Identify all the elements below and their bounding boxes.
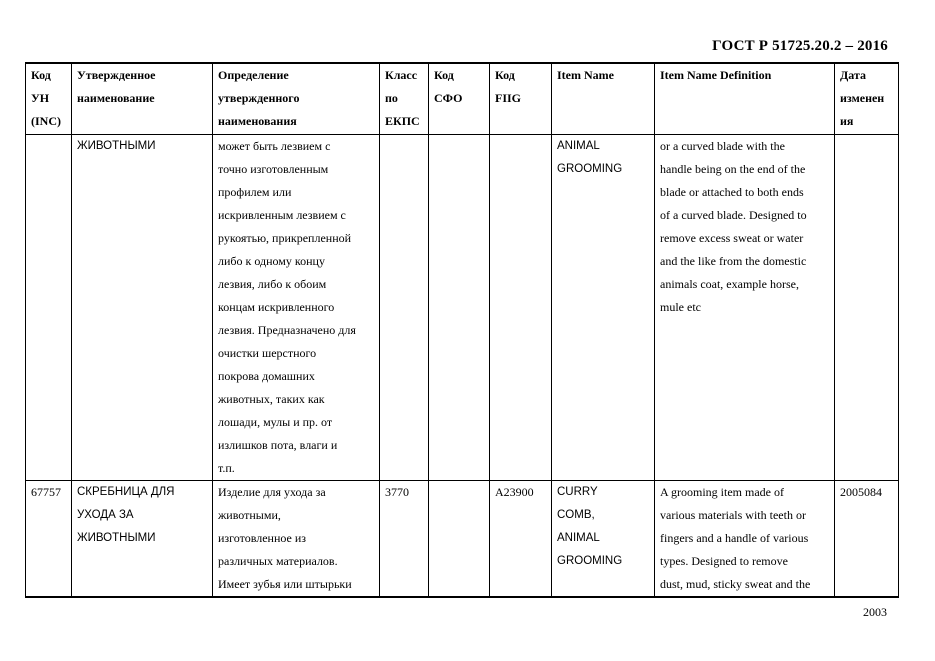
cell-item-name [552,481,655,598]
cell-line: GROOMING [557,555,623,567]
cell-line: Имеет зубья или штырьки [218,577,352,591]
page-number: 2003 [863,605,887,619]
cell-line: изготовленное из [218,531,307,545]
cell-line: fingers and a handle of various [660,531,809,545]
cell-line: изменен [840,91,885,105]
cell-line: Определение [218,68,289,82]
cell-line: Код [31,68,51,82]
cell-line: Код [495,68,515,82]
cell-line: наименование [77,91,155,105]
cell-class [380,135,429,481]
cell-line: handle being on the end of the [660,162,806,176]
cell-line: по [385,91,398,105]
cell-line: remove excess sweat or water [660,231,804,245]
cell-line: various materials with teeth or [660,508,806,522]
header-sfo [429,63,490,135]
cell-line: CURRY [557,486,598,498]
cell-line: ANIMAL [557,532,600,544]
cell-sfo [429,481,490,598]
cell-line: либо к одному концу [218,254,325,268]
cell-line: СФО [434,91,463,105]
cell-line: очистки шерстного [218,346,317,360]
cell-line: Класс [385,68,418,82]
cell-line: 3770 [385,485,409,499]
cell-line: Item Name Definition [660,68,772,82]
cell-line: (INC) [31,114,61,128]
header-item-definition [655,63,835,135]
cell-fiig [490,135,552,481]
cell-line: рукоятью, прикрепленной [218,231,352,245]
cell-name [72,135,213,481]
cell-line: животных, таких как [218,392,325,406]
cell-line: types. Designed to remove [660,554,788,568]
cell-line: A grooming item made of [660,485,784,499]
cell-line: наименования [218,114,297,128]
cell-line: концам искривленного [218,300,335,314]
cell-line: Изделие для ухода за [218,485,326,499]
cell-line: ЖИВОТНЫМИ [77,532,156,544]
header-class [380,63,429,135]
header-fiig [490,63,552,135]
cell-line: COMB, [557,509,595,521]
cell-item-definition [655,481,835,598]
table-header-row [26,63,899,135]
table-row [26,481,899,598]
cell-line: точно изготовленным [218,162,329,176]
cell-inc [26,481,72,598]
cell-line: Утвержденное [77,68,156,82]
cell-fiig [490,481,552,598]
cell-line: УХОДА ЗА [77,509,134,521]
cell-class [380,481,429,598]
cell-line: Код [434,68,454,82]
cell-line: mule etc [660,300,701,314]
cell-line: animals coat, example horse, [660,277,799,291]
header-approved-name [72,63,213,135]
header-date [835,63,899,135]
cell-line: and the like from the domestic [660,254,807,268]
cell-line: лезвия, либо к обоим [218,277,327,291]
cell-line: УН [31,91,50,105]
cell-line: искривленным лезвием с [218,208,346,222]
cell-line: or a curved blade with the [660,139,785,153]
header-inc [26,63,72,135]
cell-item-name [552,135,655,481]
cell-line: излишков пота, влаги и [218,438,338,452]
cell-line: Дата [840,68,866,82]
cell-sfo [429,135,490,481]
cell-line: может быть лезвием с [218,139,331,153]
cell-definition [213,481,380,598]
cell-date [835,481,899,598]
cell-line: утвержденного [218,91,300,105]
cell-line: 67757 [31,485,61,499]
table-row [26,135,899,481]
cell-inc [26,135,72,481]
cell-line: животными, [218,508,281,522]
cell-line: of a curved blade. Designed to [660,208,807,222]
cell-line: A23900 [495,485,534,499]
catalog-table [25,62,899,598]
cell-line: лезвия. Предназначено для [218,323,356,337]
cell-item-definition [655,135,835,481]
cell-line: ия [840,114,854,128]
cell-line: профилем или [218,185,292,199]
cell-line: Item Name [557,68,614,82]
cell-line: СКРЕБНИЦА ДЛЯ [77,486,175,498]
header-definition [213,63,380,135]
cell-line: GROOMING [557,163,623,175]
cell-line: ANIMAL [557,140,600,152]
cell-name [72,481,213,598]
cell-line: ЕКПС [385,114,420,128]
document-code: ГОСТ Р 51725.20.2 – 2016 [712,38,888,54]
header-item-name [552,63,655,135]
cell-line: 2005084 [840,485,882,499]
cell-line: FIIG [495,91,522,105]
cell-line: dust, mud, sticky sweat and the [660,577,811,591]
cell-line: лошади, мулы и пр. от [218,415,333,429]
cell-line: blade or attached to both ends [660,185,804,199]
cell-line: т.п. [218,461,235,475]
cell-definition [213,135,380,481]
cell-line: различных материалов. [218,554,338,568]
cell-line: покрова домашних [218,369,315,383]
cell-line: ЖИВОТНЫМИ [77,140,156,152]
cell-date [835,135,899,481]
